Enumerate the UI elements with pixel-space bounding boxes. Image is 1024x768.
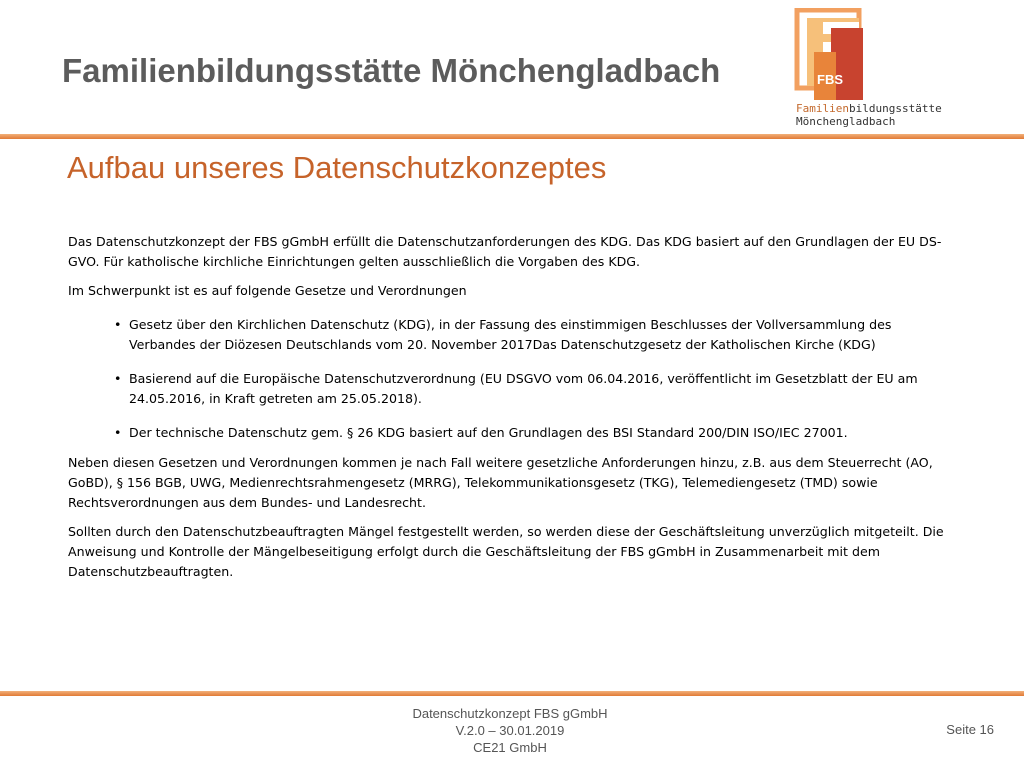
slide-title: Aufbau unseres Datenschutzkonzeptes bbox=[67, 150, 607, 185]
list-item bbox=[68, 423, 953, 443]
header-title: Familienbildungsstätte Mönchengladbach bbox=[62, 52, 721, 89]
logo-line2: Mönchengladbach bbox=[796, 115, 896, 128]
logo-badge-text: FBS bbox=[817, 72, 843, 87]
logo-line1-rest: bildungsstätte bbox=[848, 102, 942, 115]
footer-line-company: CE21 GmbH bbox=[473, 740, 547, 755]
logo-line1-highlight: Familien bbox=[796, 102, 849, 115]
footer-divider bbox=[0, 691, 1024, 696]
header-divider bbox=[0, 134, 1024, 139]
list-item bbox=[68, 369, 953, 409]
list-item bbox=[68, 315, 953, 355]
bullet-icon: • bbox=[114, 317, 122, 332]
additional-paragraph: Neben diesen Gesetzen und Verordnungen kommen je nach Fall weitere gesetzliche Anforderungen hinzu, z.B. aus dem Steuerrecht (AO, GoBD), § 156 BGB, UWG, Medienrechtsrahmengesetz (MRRG), Telekommunikationsgesetz (TKG), Telemediengesetz (TMD) sowie Rechtsverordnungen aus dem Bundes- und Landesrecht. bbox=[68, 455, 933, 510]
slide-body bbox=[68, 232, 953, 582]
list-item-text: Basierend auf die Europäische Datenschutzverordnung (EU DSGVO vom 06.04.2016, veröffentlicht im Gesetzblatt der EU am 24.05.2016, in Kraft getreten am 25.05.2018). bbox=[129, 371, 918, 406]
deficiencies-paragraph: Sollten durch den Datenschutzbeauftragten Mängel festgestellt werden, so werden diese der Geschäftsleitung unverzüglich mitgeteilt. Die Anweisung und Kontrolle der Mängelbeseitigung erfolgt durch die Geschäftsleitung der FBS gGmbH in Zusammenarbeit mit dem Datenschutzbeauftragten. bbox=[68, 524, 944, 579]
footer-line-document: Datenschutzkonzept FBS gGmbH bbox=[412, 706, 608, 721]
list-item-text: Der technische Datenschutz gem. § 26 KDG basiert auf den Grundlagen des BSI Standard 200/DIN ISO/IEC 27001. bbox=[129, 425, 848, 440]
logo-wordmark bbox=[796, 102, 942, 128]
focus-paragraph: Im Schwerpunkt ist es auf folgende Gesetze und Verordnungen bbox=[68, 283, 467, 298]
law-list bbox=[68, 315, 953, 443]
footer bbox=[380, 705, 640, 756]
list-item-text: Gesetz über den Kirchlichen Datenschutz (KDG), in der Fassung des einstimmigen Beschlusses der Vollversammlung des Verbandes der Diözesen Deutschlands vom 20. November 2017Das Datenschutzgesetz der Katholischen Kirche (KDG) bbox=[129, 317, 892, 352]
bullet-icon: • bbox=[114, 371, 122, 386]
footer-line-version: V.2.0 – 30.01.2019 bbox=[455, 723, 565, 738]
page-number: Seite 16 bbox=[946, 722, 994, 737]
intro-paragraph: Das Datenschutzkonzept der FBS gGmbH erfüllt die Datenschutzanforderungen des KDG. Das KDG basiert auf den Grundlagen der EU DS-GVO. Für katholische kirchliche Einrichtungen gelten ausschließlich die Vorgaben des KDG. bbox=[68, 234, 942, 269]
bullet-icon: • bbox=[114, 425, 122, 440]
